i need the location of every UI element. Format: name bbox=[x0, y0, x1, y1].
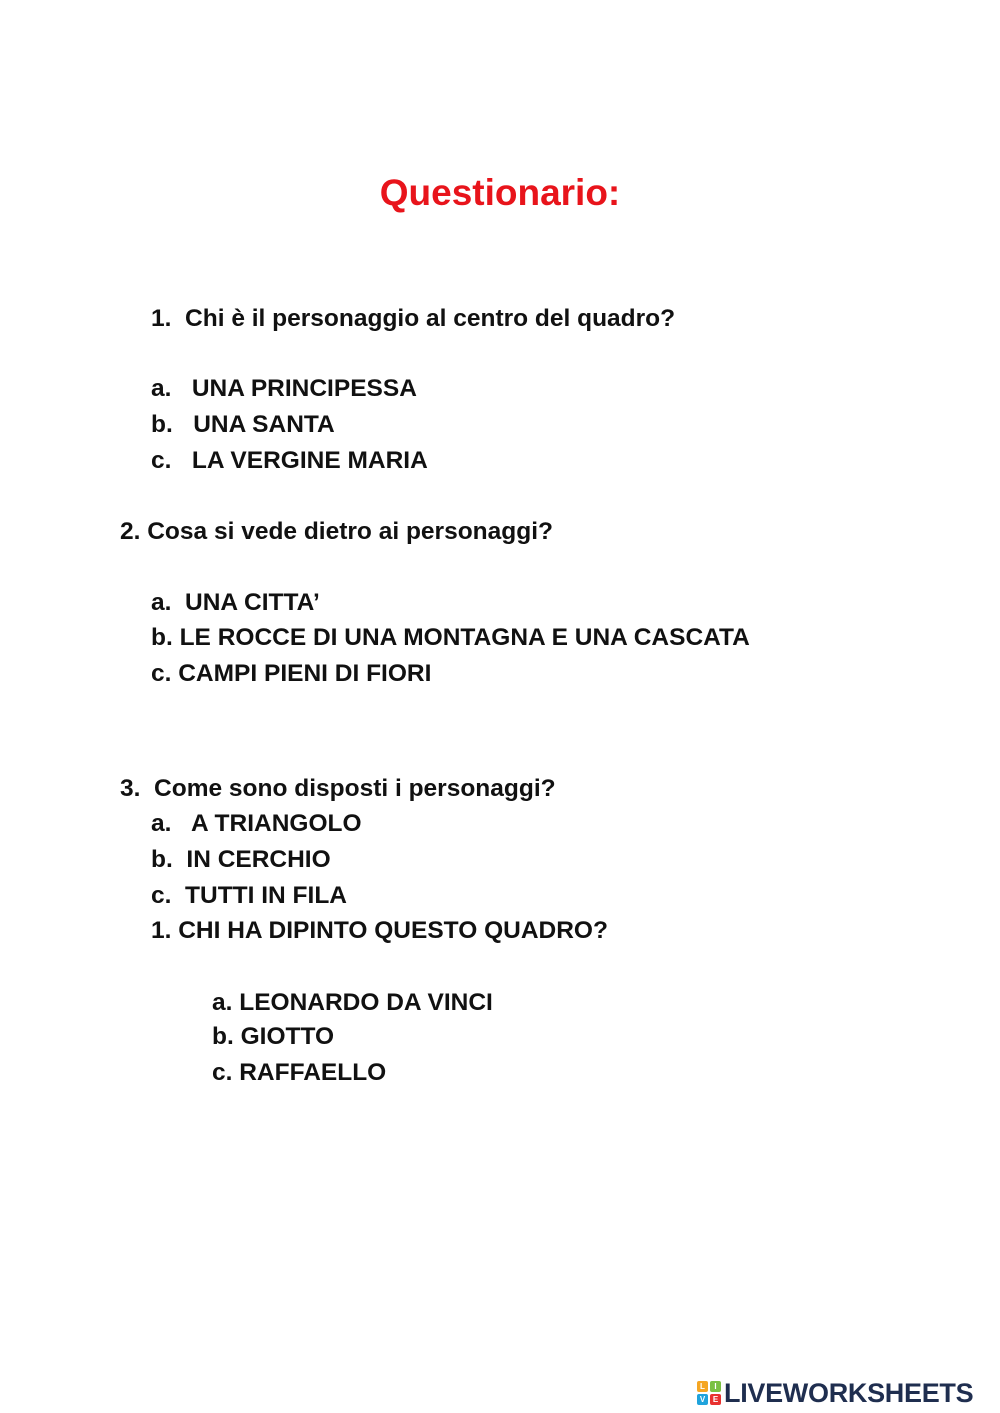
question-3-text: 3. Come sono disposti i personaggi? bbox=[120, 775, 556, 802]
logo-mark-icon bbox=[697, 1381, 721, 1405]
question-4-option-a: a. LEONARDO DA VINCI bbox=[212, 989, 493, 1016]
logo-text: LIVEWORKSHEETS bbox=[724, 1377, 974, 1408]
question-2-option-c: c. CAMPI PIENI DI FIORI bbox=[151, 660, 432, 687]
question-1-text: 1. Chi è il personaggio al centro del quadro? bbox=[151, 305, 676, 332]
question-1-option-c: c. LA VERGINE MARIA bbox=[151, 447, 428, 474]
logo-mark-cell: E bbox=[710, 1394, 721, 1405]
question-3-option-b: b. IN CERCHIO bbox=[151, 846, 331, 873]
logo-mark-cell: L bbox=[697, 1381, 708, 1392]
liveworksheets-logo bbox=[697, 1378, 973, 1408]
question-2-option-a: a. UNA CITTA’ bbox=[151, 589, 320, 616]
page-title: Questionario: bbox=[379, 172, 621, 213]
question-3-option-a: a. A TRIANGOLO bbox=[151, 810, 362, 837]
question-4-text: 1. CHI HA DIPINTO QUESTO QUADRO? bbox=[151, 917, 608, 944]
question-1-option-b: b. UNA SANTA bbox=[151, 411, 335, 438]
logo-mark-cell: I bbox=[710, 1381, 721, 1392]
logo-mark-cell: V bbox=[697, 1394, 708, 1405]
question-2-option-b: b. LE ROCCE DI UNA MONTAGNA E UNA CASCATA bbox=[151, 624, 750, 651]
question-1-option-a: a. UNA PRINCIPESSA bbox=[151, 375, 417, 402]
question-2-text: 2. Cosa si vede dietro ai personaggi? bbox=[120, 518, 553, 545]
question-4-option-b: b. GIOTTO bbox=[212, 1023, 335, 1050]
question-4-option-c: c. RAFFAELLO bbox=[212, 1059, 387, 1086]
question-3-option-c: c. TUTTI IN FILA bbox=[151, 882, 347, 909]
